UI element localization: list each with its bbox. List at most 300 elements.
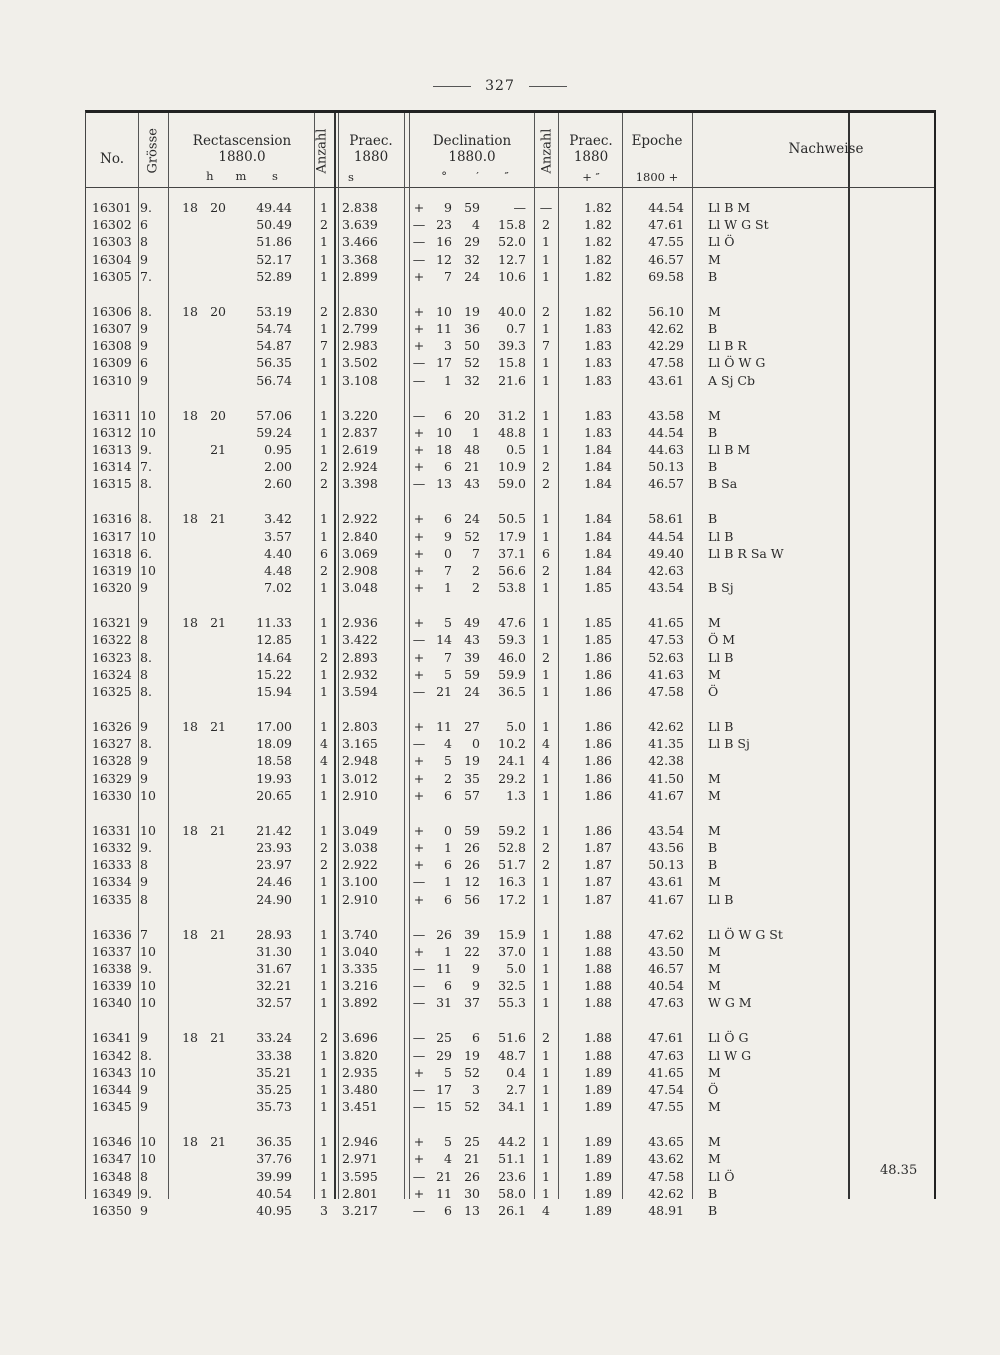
- cell-praec-2: 1.86: [584, 649, 612, 665]
- cell-ra-s: 14.64: [256, 649, 292, 665]
- cell-decl-min: 2: [472, 563, 480, 578]
- cell-ra-s: 54.87: [256, 338, 292, 354]
- cell-anzahl: 7: [320, 338, 328, 354]
- header-praec: Praec. 1880: [349, 133, 393, 165]
- cell-decl-min: 49: [464, 615, 480, 631]
- cell-praec-2: 1.86: [584, 787, 612, 803]
- cell-groesse: 9.: [140, 840, 152, 855]
- cell-ra-s: 32.57: [256, 995, 292, 1011]
- cell-groesse: 8.: [140, 736, 152, 752]
- cell-groesse: 8.: [140, 511, 152, 527]
- cell-groesse: 10: [140, 1151, 156, 1167]
- cell-anzahl: 1: [320, 1168, 328, 1184]
- cell-decl-deg: 1: [444, 840, 452, 855]
- cell-praec: 2.801: [342, 1185, 378, 1201]
- cell-decl-sec: 58.0: [498, 1185, 526, 1201]
- cell-nachweise: B: [708, 857, 718, 873]
- cell-epoche: 46.57: [648, 476, 684, 492]
- cell-anzahl-2: 1: [542, 891, 550, 907]
- cell-anzahl-2: 1: [542, 770, 550, 786]
- cell-praec-2: 1.89: [584, 1151, 612, 1167]
- cell-epoche: 43.56: [648, 840, 684, 855]
- table-row: [86, 666, 934, 683]
- cell-epoche: 58.61: [648, 511, 684, 527]
- cell-decl-sec: 0.7: [506, 321, 526, 336]
- cell-decl-sign: —: [412, 736, 426, 752]
- header-declination: Declination 1880.0: [432, 133, 512, 165]
- cell-decl-min: 22: [464, 943, 480, 959]
- cell-decl-deg: 5: [444, 753, 452, 769]
- cell-decl-sec: 51.7: [498, 857, 526, 873]
- cell-decl-deg: 23: [436, 217, 452, 233]
- cell-nachweise: Ll B R: [708, 338, 747, 354]
- cell-decl-sign: +: [413, 719, 425, 734]
- cell-decl-sec: 59.3: [498, 632, 526, 648]
- cell-praec: 3.820: [342, 1047, 378, 1063]
- cell-praec-2: 1.88: [584, 1030, 612, 1046]
- cell-praec-2: 1.84: [584, 528, 612, 544]
- cell-nachweise: Ll B: [708, 528, 734, 544]
- cell-ra-m: 21: [210, 719, 226, 734]
- cell-decl-sec: 48.7: [498, 1047, 526, 1063]
- cell-decl-sign: +: [413, 1134, 425, 1150]
- table-row: [86, 1133, 934, 1150]
- cell-nachweise: Ö: [708, 1082, 719, 1097]
- cell-groesse: 10: [140, 424, 156, 440]
- cell-no: 16339: [92, 978, 132, 994]
- table-row: [86, 926, 934, 943]
- cell-ra-m: 20: [210, 303, 226, 319]
- cell-decl-sign: +: [413, 649, 425, 665]
- cell-no: 16316: [92, 511, 132, 527]
- cell-epoche: 41.67: [648, 891, 684, 907]
- cell-praec: 3.100: [342, 874, 378, 890]
- cell-decl-min: 52: [464, 355, 480, 371]
- cell-epoche: 41.65: [648, 1064, 684, 1080]
- cell-decl-min: 52: [464, 1064, 480, 1080]
- cell-no: 16322: [92, 632, 132, 648]
- table-row: [86, 1150, 934, 1167]
- cell-anzahl: 2: [320, 649, 328, 665]
- cell-no: 16335: [92, 891, 132, 907]
- cell-decl-deg: 6: [444, 891, 452, 907]
- cell-nachweise: B: [708, 511, 718, 527]
- cell-decl-deg: 1: [444, 943, 452, 959]
- cell-decl-deg: 1: [444, 874, 452, 890]
- cell-decl-deg: 9: [444, 528, 452, 544]
- cell-groesse: 9: [140, 753, 148, 769]
- cell-decl-sign: —: [412, 961, 426, 976]
- cell-decl-min: 26: [464, 1168, 480, 1184]
- cell-no: 16332: [92, 840, 132, 855]
- cell-groesse: 7.: [140, 268, 152, 284]
- cell-praec-2: 1.84: [584, 459, 612, 475]
- cell-praec-2: 1.82: [584, 303, 612, 319]
- cell-praec-2: 1.87: [584, 874, 612, 890]
- cell-groesse: 10: [140, 528, 156, 544]
- cell-decl-sign: +: [413, 857, 425, 873]
- cell-epoche: 47.63: [648, 1047, 684, 1063]
- cell-praec: 3.740: [342, 926, 378, 942]
- cell-decl-sec: 47.6: [498, 615, 526, 631]
- page-number: 327: [0, 78, 1000, 94]
- cell-epoche: 50.13: [648, 459, 684, 475]
- cell-decl-min: 43: [464, 632, 480, 648]
- cell-nachweise: B: [708, 840, 718, 855]
- cell-decl-sec: 50.5: [498, 511, 526, 527]
- cell-anzahl-2: 1: [542, 355, 550, 371]
- cell-decl-sec: 59.2: [498, 822, 526, 838]
- cell-ra-s: 51.86: [256, 234, 292, 250]
- cell-nachweise: Ll B Sj: [708, 736, 750, 752]
- cell-ra-s: 21.42: [256, 822, 292, 838]
- table-row: [86, 337, 934, 354]
- cell-praec: 2.922: [342, 511, 378, 527]
- table-row: [86, 1098, 934, 1115]
- cell-epoche: 44.54: [648, 200, 684, 215]
- cell-praec: 3.335: [342, 961, 378, 976]
- cell-nachweise: B Sa: [708, 476, 738, 492]
- cell-epoche: 41.63: [648, 666, 684, 682]
- cell-praec: 2.971: [342, 1151, 378, 1167]
- table-row: [86, 303, 934, 320]
- cell-anzahl: 2: [320, 303, 328, 319]
- cell-praec-2: 1.86: [584, 684, 612, 699]
- table-row: [86, 787, 934, 804]
- cell-praec: 3.639: [342, 217, 378, 233]
- table-row: [86, 320, 934, 337]
- cell-ra-s: 56.35: [256, 355, 292, 371]
- cell-no: 16314: [92, 459, 132, 475]
- cell-anzahl-2: 1: [542, 321, 550, 336]
- cell-praec: 2.619: [342, 442, 378, 457]
- cell-praec: 3.038: [342, 840, 378, 855]
- cell-no: 16350: [92, 1203, 132, 1218]
- cell-nachweise: M: [708, 1064, 721, 1080]
- cell-decl-sec: 17.2: [498, 891, 526, 907]
- cell-epoche: 41.67: [648, 787, 684, 803]
- cell-epoche: 42.62: [648, 1185, 684, 1201]
- cell-nachweise: B: [708, 1203, 718, 1218]
- cell-decl-min: 32: [464, 251, 480, 267]
- cell-decl-deg: 5: [444, 1134, 452, 1150]
- cell-decl-sign: +: [413, 822, 425, 838]
- cell-decl-sec: 53.8: [498, 580, 526, 596]
- cell-decl-min: 20: [464, 407, 480, 423]
- cell-decl-sign: +: [413, 891, 425, 907]
- cell-decl-min: 37: [464, 995, 480, 1011]
- cell-praec-2: 1.82: [584, 234, 612, 250]
- cell-decl-sec: 32.5: [498, 978, 526, 994]
- cell-groesse: 8.: [140, 476, 152, 492]
- cell-praec-2: 1.89: [584, 1064, 612, 1080]
- table-row: [86, 943, 934, 960]
- cell-decl-deg: 11: [436, 1185, 452, 1201]
- table-row: [86, 1064, 934, 1081]
- cell-praec: 3.594: [342, 684, 378, 699]
- cell-anzahl-2: —: [539, 200, 553, 215]
- table-row: [86, 960, 934, 977]
- cell-anzahl-2: 2: [542, 459, 550, 475]
- cell-nachweise: Ö M: [708, 632, 736, 648]
- table-row: [86, 407, 934, 424]
- table-row: [86, 579, 934, 596]
- cell-epoche: 42.29: [648, 338, 684, 354]
- cell-nachweise: Ö: [708, 684, 719, 699]
- cell-praec-2: 1.84: [584, 511, 612, 527]
- cell-ra-s: 24.90: [256, 891, 292, 907]
- cell-decl-min: 26: [464, 840, 480, 855]
- cell-praec-2: 1.87: [584, 891, 612, 907]
- cell-praec: 3.892: [342, 995, 378, 1011]
- cell-ra-m: 21: [210, 822, 226, 838]
- cell-epoche: 47.62: [648, 926, 684, 942]
- cell-anzahl: 4: [320, 753, 328, 769]
- cell-anzahl-2: 1: [542, 822, 550, 838]
- cell-ra-s: 18.58: [256, 753, 292, 769]
- cell-anzahl-2: 2: [542, 857, 550, 873]
- star-catalogue-table: [85, 110, 936, 1218]
- cell-decl-sec: —: [513, 200, 526, 215]
- cell-groesse: 8: [140, 1168, 148, 1184]
- cell-decl-min: 50: [464, 338, 480, 354]
- cell-ra-s: 33.38: [256, 1047, 292, 1063]
- cell-ra-h: 18: [182, 719, 198, 734]
- cell-decl-sign: +: [413, 545, 425, 561]
- cell-ra-s: 39.99: [256, 1168, 292, 1184]
- cell-praec: 2.948: [342, 753, 378, 769]
- cell-ra-h: 18: [182, 822, 198, 838]
- cell-praec-2: 1.84: [584, 476, 612, 492]
- cell-nachweise: Ll Ö G: [708, 1030, 749, 1046]
- cell-ra-s: 24.46: [256, 874, 292, 890]
- cell-praec: 3.368: [342, 251, 378, 267]
- cell-anzahl: 4: [320, 736, 328, 752]
- cell-decl-sec: 56.6: [498, 563, 526, 578]
- cell-no: 16324: [92, 666, 132, 682]
- cell-ra-s: 2.60: [264, 476, 292, 492]
- cell-groesse: 9: [140, 1203, 148, 1218]
- cell-decl-min: 24: [464, 268, 480, 284]
- cell-anzahl: 1: [320, 1151, 328, 1167]
- cell-anzahl: 1: [320, 615, 328, 631]
- table-row: [86, 873, 934, 890]
- cell-decl-sec: 5.0: [506, 719, 526, 734]
- cell-nachweise: Ll W G St: [708, 217, 769, 233]
- cell-anzahl: 2: [320, 857, 328, 873]
- cell-anzahl-2: 1: [542, 511, 550, 527]
- table-row: [86, 1202, 934, 1219]
- cell-decl-sign: —: [412, 926, 426, 942]
- cell-groesse: 8: [140, 891, 148, 907]
- cell-anzahl: 1: [320, 822, 328, 838]
- cell-epoche: 43.61: [648, 372, 684, 388]
- cell-decl-min: 48: [464, 442, 480, 457]
- cell-anzahl: 1: [320, 1134, 328, 1150]
- cell-praec: 2.840: [342, 528, 378, 544]
- cell-decl-deg: 7: [444, 268, 452, 284]
- cell-ra-s: 35.73: [256, 1099, 292, 1115]
- cell-praec-2: 1.86: [584, 753, 612, 769]
- cell-epoche: 48.91: [648, 1203, 684, 1218]
- cell-groesse: 9: [140, 770, 148, 786]
- cell-decl-sec: 16.3: [498, 874, 526, 890]
- cell-no: 16333: [92, 857, 132, 873]
- cell-epoche: 43.61: [648, 874, 684, 890]
- cell-anzahl: 2: [320, 217, 328, 233]
- cell-anzahl-2: 1: [542, 1082, 550, 1097]
- cell-epoche: 49.40: [648, 545, 684, 561]
- cell-ra-s: 49.44: [256, 200, 292, 215]
- cell-no: 16305: [92, 268, 132, 284]
- cell-anzahl: 1: [320, 995, 328, 1011]
- cell-praec-2: 1.82: [584, 217, 612, 233]
- cell-decl-deg: 0: [444, 822, 452, 838]
- cell-decl-deg: 26: [436, 926, 452, 942]
- cell-decl-sign: +: [413, 268, 425, 284]
- cell-praec: 3.466: [342, 234, 378, 250]
- table-row: [86, 822, 934, 839]
- cell-decl-sign: +: [413, 1185, 425, 1201]
- cell-decl-min: 32: [464, 372, 480, 388]
- cell-praec: 2.899: [342, 268, 378, 284]
- cell-decl-sign: +: [413, 200, 425, 215]
- cell-groesse: 8.: [140, 303, 152, 319]
- cell-praec: 3.502: [342, 355, 378, 371]
- header-rectascension: Rectascension 1880.0: [192, 133, 292, 165]
- cell-groesse: 9.: [140, 1185, 152, 1201]
- cell-decl-sec: 10.9: [498, 459, 526, 475]
- cell-groesse: 6: [140, 355, 148, 371]
- cell-anzahl: 1: [320, 268, 328, 284]
- cell-groesse: 9.: [140, 442, 152, 457]
- cell-decl-min: 35: [464, 770, 480, 786]
- cell-decl-sec: 48.8: [498, 424, 526, 440]
- cell-decl-min: 59: [464, 200, 480, 215]
- cell-ra-s: 52.89: [256, 268, 292, 284]
- cell-epoche: 42.62: [648, 719, 684, 734]
- cell-decl-sign: —: [412, 632, 426, 648]
- cell-decl-min: 6: [472, 1030, 480, 1046]
- cell-nachweise: B Sj: [708, 580, 734, 596]
- header-nachweise: Nachweise: [788, 141, 864, 157]
- cell-anzahl: 1: [320, 770, 328, 786]
- cell-anzahl-2: 1: [542, 1064, 550, 1080]
- cell-decl-min: 57: [464, 787, 480, 803]
- cell-decl-deg: 7: [444, 649, 452, 665]
- cell-praec: 2.932: [342, 666, 378, 682]
- cell-nachweise: M: [708, 303, 721, 319]
- cell-anzahl: 1: [320, 321, 328, 336]
- cell-epoche: 47.54: [648, 1082, 684, 1097]
- cell-praec: 2.799: [342, 321, 378, 336]
- cell-nachweise: B: [708, 459, 718, 475]
- table-row: [86, 545, 934, 562]
- cell-decl-sec: 51.1: [498, 1151, 526, 1167]
- cell-decl-min: 7: [472, 545, 480, 561]
- cell-decl-deg: 6: [444, 978, 452, 994]
- cell-decl-deg: 1: [444, 372, 452, 388]
- cell-anzahl-2: 1: [542, 1168, 550, 1184]
- cell-decl-deg: 12: [436, 251, 452, 267]
- cell-groesse: 10: [140, 943, 156, 959]
- cell-groesse: 7: [140, 926, 148, 942]
- cell-decl-deg: 17: [436, 355, 452, 371]
- cell-no: 16344: [92, 1082, 132, 1097]
- cell-decl-sign: —: [412, 251, 426, 267]
- cell-praec-2: 1.82: [584, 251, 612, 267]
- cell-anzahl: 1: [320, 1099, 328, 1115]
- cell-praec-2: 1.84: [584, 563, 612, 578]
- cell-decl-sec: 40.0: [498, 303, 526, 319]
- cell-groesse: 8.: [140, 649, 152, 665]
- cell-anzahl: 1: [320, 1064, 328, 1080]
- cell-praec-2: 1.89: [584, 1134, 612, 1150]
- cell-groesse: 9: [140, 580, 148, 596]
- cell-anzahl-2: 1: [542, 1099, 550, 1115]
- cell-no: 16308: [92, 338, 132, 354]
- cell-epoche: 44.54: [648, 424, 684, 440]
- header-groesse: Grösse: [145, 128, 161, 174]
- footer-value: 48.35: [880, 1163, 918, 1178]
- cell-praec: 3.217: [342, 1203, 378, 1218]
- cell-decl-deg: 1: [444, 580, 452, 596]
- table-row: [86, 475, 934, 492]
- cell-epoche: 43.62: [648, 1151, 684, 1167]
- cell-praec: 3.451: [342, 1099, 378, 1115]
- cell-nachweise: W G M: [708, 995, 752, 1011]
- cell-epoche: 42.62: [648, 321, 684, 336]
- cell-ra-s: 54.74: [256, 321, 292, 336]
- cell-decl-sign: +: [413, 770, 425, 786]
- header-praec-2: Praec. 1880: [569, 133, 613, 165]
- cell-decl-sec: 59.9: [498, 666, 526, 682]
- cell-nachweise: M: [708, 1151, 721, 1167]
- cell-no: 16326: [92, 719, 132, 734]
- cell-anzahl-2: 1: [542, 943, 550, 959]
- cell-decl-deg: 10: [436, 424, 452, 440]
- cell-decl-min: 1: [472, 424, 480, 440]
- cell-ra-m: 21: [210, 615, 226, 631]
- cell-groesse: 8: [140, 632, 148, 648]
- cell-nachweise: Ll Ö: [708, 1168, 735, 1184]
- table-row: [86, 770, 934, 787]
- table-row: [86, 752, 934, 769]
- cell-no: 16348: [92, 1168, 132, 1184]
- cell-anzahl-2: 2: [542, 1030, 550, 1046]
- cell-anzahl: 1: [320, 442, 328, 457]
- cell-nachweise: M: [708, 787, 721, 803]
- cell-anzahl: 1: [320, 891, 328, 907]
- cell-anzahl-2: 1: [542, 442, 550, 457]
- cell-ra-m: 21: [210, 1030, 226, 1046]
- cell-decl-deg: 5: [444, 666, 452, 682]
- cell-ra-s: 31.67: [256, 961, 292, 976]
- cell-decl-deg: 6: [444, 1203, 452, 1218]
- cell-decl-sec: 17.9: [498, 528, 526, 544]
- cell-ra-m: 21: [210, 926, 226, 942]
- cell-praec-2: 1.88: [584, 943, 612, 959]
- cell-praec-2: 1.89: [584, 1185, 612, 1201]
- cell-decl-min: 21: [464, 459, 480, 475]
- cell-epoche: 43.54: [648, 580, 684, 596]
- cell-nachweise: Ll Ö W G: [708, 355, 766, 371]
- cell-ra-m: 21: [210, 442, 226, 457]
- cell-praec-2: 1.89: [584, 1082, 612, 1097]
- cell-anzahl-2: 1: [542, 961, 550, 976]
- cell-decl-deg: 6: [444, 407, 452, 423]
- cell-groesse: 9.: [140, 961, 152, 976]
